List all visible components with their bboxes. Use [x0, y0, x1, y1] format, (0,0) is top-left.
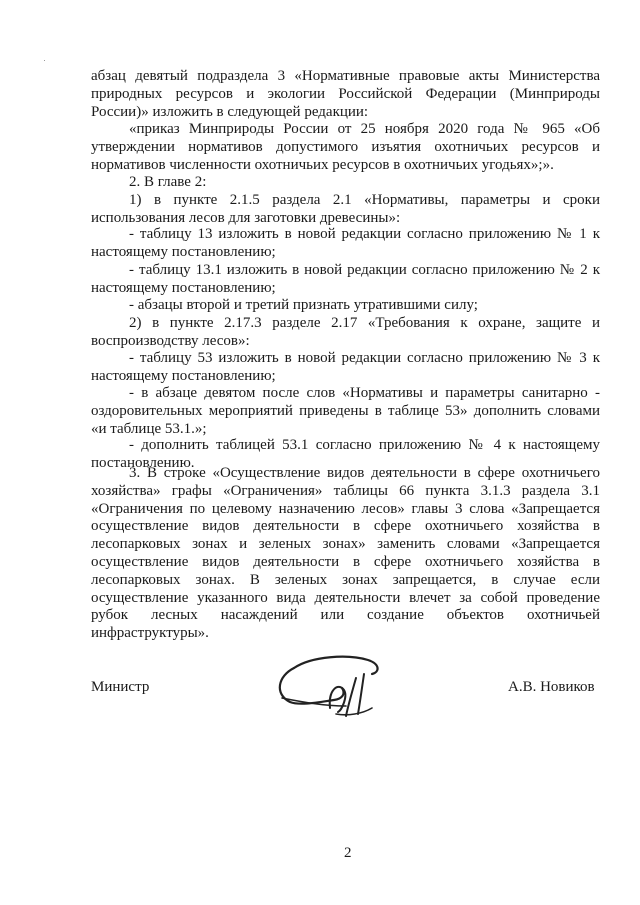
paragraph-item-2: 2) в пункте 2.17.3 разделе 2.17 «Требования к охране, защите и воспроизводству лесов»:	[91, 315, 600, 349]
paragraph-table-53: - таблицу 53 изложить в новой редакции согласно приложению № 3 к настоящему постановлению;	[91, 350, 600, 384]
paragraph-ninth-paragraph: - в абзаце девятом после слов «Нормативы и параметры санитарно - оздоровительных мероприятий приведены в таблице 53» дополнить словами «и таблице 53.1.»;	[91, 385, 600, 437]
paragraph-intro: абзац девятый подраздела 3 «Нормативные правовые акты Министерства природных ресурсов и экологии Российской Федерации (Минприроды России)» изложить в следующей редакции:	[91, 68, 600, 120]
signatory-name: А.В. Новиков	[508, 679, 595, 695]
paragraph-table-13: - таблицу 13 изложить в новой редакции согласно приложению № 1 к настоящему постановлению;	[91, 226, 600, 260]
scan-speck	[44, 60, 45, 61]
paragraph-void-paragraphs: - абзацы второй и третий признать утратившими силу;	[129, 297, 478, 313]
paragraph-table-53-1: - дополнить таблицей 53.1 согласно приложению № 4 к настоящему постановлению.	[91, 437, 600, 471]
paragraph-quote-order: «приказ Минприроды России от 25 ноября 2020 года № 965 «Об утверждении нормативов допустимого изъятия охотничьих ресурсов и нормативов численности охотничьих ресурсов в охотничьих угодьях»;».	[91, 121, 600, 173]
page-number: 2	[344, 845, 352, 861]
paragraph-table-13-1: - таблицу 13.1 изложить в новой редакции согласно приложению № 2 к настоящему постановлению;	[91, 262, 600, 296]
paragraph-section-3: 3. В строке «Осуществление видов деятельности в сфере охотничьего хозяйства» графы «Ограничения» таблицы 66 пункта 3.1.3 раздела 3.1 «Ограничения по целевому назначению лесов» главы 3 слова «Запрещается осуществление видов деятельности в сфере охотничьего хозяйства в лесопарковых зонах и зеленых зонах» заменить словами «Запрещается осуществление видов деятельности в сфере охотничьего хозяйства в лесопарковых зонах. В зеленых зонах запрещается, в случае если осуществление указанного вида деятельности влечет за собой проведение рубок лесных насаждений или создание объектов охотничьей инфраструктуры».	[91, 465, 600, 642]
paragraph-item-1: 1) в пункте 2.1.5 раздела 2.1 «Нормативы, параметры и сроки использования лесов для заготовки древесины»:	[91, 192, 600, 226]
handwritten-signature	[272, 650, 384, 722]
paragraph-chapter-2: 2. В главе 2:	[129, 174, 207, 190]
signature-title: Министр	[91, 679, 150, 695]
